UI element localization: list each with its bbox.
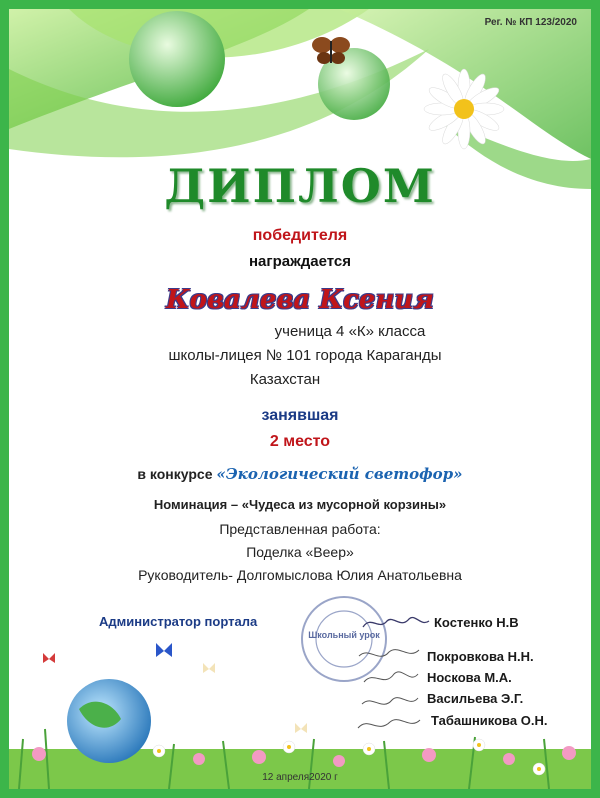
- work-item: Поделка «Веер»: [246, 544, 354, 560]
- admin-label: Администратор портала: [99, 614, 258, 629]
- signer-name: Костенко Н.В: [434, 615, 519, 630]
- butterfly-icon: [312, 37, 350, 64]
- nomination-line: Номинация – «Чудеса из мусорной корзины»: [153, 497, 447, 512]
- took-label: занявшая: [261, 407, 339, 424]
- awarded-label: награждается: [248, 253, 352, 270]
- leader-line: Руководитель- Долгомыслова Юлия Анатольевна: [138, 567, 462, 583]
- work-label: Представленная работа:: [219, 521, 381, 537]
- school-line: школы-лицея № 101 города Караганды: [168, 347, 442, 364]
- stamp-text: Школьный урок: [308, 630, 380, 640]
- signer-name: Васильева Э.Г.: [427, 691, 524, 706]
- contest-line: [9, 465, 591, 483]
- bottom-flowers-decoration: [9, 629, 591, 789]
- registration-number: Рег. № КП 123/2020: [484, 17, 577, 28]
- contest-prefix: в конкурсе: [137, 466, 213, 482]
- diploma-title: ДИПЛОМ: [164, 159, 436, 213]
- signer-name: Покровкова Н.Н.: [427, 649, 534, 664]
- signer-name: Табашникова О.Н.: [431, 713, 548, 728]
- country-line: Казахстан: [249, 371, 321, 388]
- issue-date: 12 апреля2020 г: [262, 772, 338, 783]
- winner-label: победителя: [252, 227, 348, 244]
- contest-name: «Экологический светофор»: [216, 465, 463, 483]
- globe-icon: [129, 11, 225, 107]
- recipient-name: Ковалева Ксения: [165, 285, 435, 315]
- signer-name: Носкова М.А.: [427, 670, 512, 685]
- student-class-line: ученица 4 «К» класса: [274, 323, 426, 340]
- place-label: 2 место: [269, 433, 331, 450]
